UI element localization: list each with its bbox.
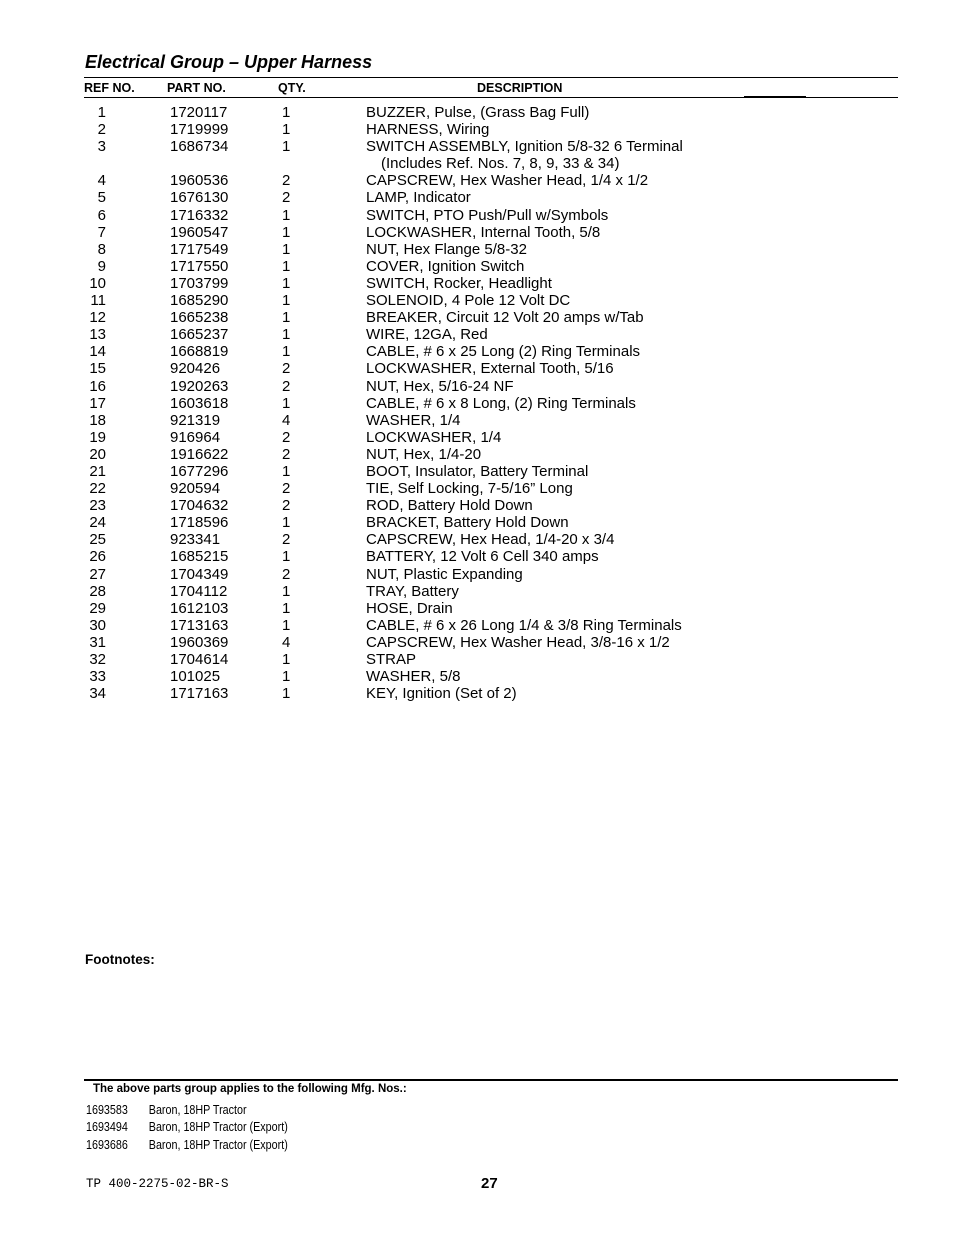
quantity: 2 bbox=[282, 377, 291, 395]
ref-number: 13 bbox=[89, 326, 106, 344]
description: LOCKWASHER, Internal Tooth, 5/8 bbox=[366, 223, 601, 241]
ref-number: 32 bbox=[89, 651, 106, 668]
description: WIRE, 12GA, Red bbox=[366, 326, 488, 344]
table-row bbox=[0, 172, 954, 189]
quantity: 1 bbox=[282, 240, 291, 258]
ref-number: 22 bbox=[89, 480, 106, 498]
table-row bbox=[0, 685, 954, 702]
quantity: 1 bbox=[282, 514, 291, 532]
title-rule bbox=[84, 77, 898, 78]
description: ROD, Battery Hold Down bbox=[366, 497, 533, 515]
description: SWITCH ASSEMBLY, Ignition 5/8-32 6 Terminal bbox=[366, 138, 683, 156]
description: BREAKER, Circuit 12 Volt 20 amps w/Tab bbox=[366, 309, 644, 327]
description: HARNESS, Wiring bbox=[366, 121, 490, 139]
ref-number: 31 bbox=[89, 633, 106, 651]
parts-list bbox=[0, 104, 954, 702]
quantity: 1 bbox=[282, 462, 291, 480]
description: SWITCH, Rocker, Headlight bbox=[366, 274, 552, 292]
part-number: 1717549 bbox=[170, 240, 229, 258]
table-row bbox=[0, 600, 954, 617]
table-row bbox=[0, 463, 954, 480]
table-row bbox=[0, 566, 954, 583]
part-number: 1960369 bbox=[170, 633, 229, 651]
description: BOOT, Insulator, Battery Terminal bbox=[366, 462, 589, 480]
description: CABLE, # 6 x 25 Long (2) Ring Terminals bbox=[366, 343, 641, 361]
quantity: 1 bbox=[282, 257, 291, 275]
description: CAPSCREW, Hex Head, 1/4-20 x 3/4 bbox=[366, 531, 615, 549]
table-row bbox=[0, 429, 954, 446]
column-header-description: DESCRIPTION bbox=[477, 81, 563, 95]
ref-number: 34 bbox=[89, 685, 106, 703]
ref-number: 15 bbox=[89, 360, 106, 378]
quantity: 1 bbox=[282, 121, 291, 139]
description: NUT, Hex, 5/16-24 NF bbox=[366, 377, 514, 395]
part-number: 923341 bbox=[170, 531, 221, 549]
ref-number: 10 bbox=[89, 274, 106, 292]
ref-number: 11 bbox=[90, 292, 106, 310]
ref-number: 16 bbox=[89, 377, 106, 395]
table-row bbox=[0, 258, 954, 275]
ref-number: 30 bbox=[89, 616, 106, 634]
quantity: 1 bbox=[282, 326, 291, 344]
table-row bbox=[0, 121, 954, 138]
table-row bbox=[0, 548, 954, 565]
quantity: 2 bbox=[282, 565, 291, 583]
description: NUT, Hex, 1/4-20 bbox=[366, 445, 482, 463]
part-number: 1717550 bbox=[170, 257, 229, 275]
part-number: 1703799 bbox=[170, 274, 229, 292]
quantity: 2 bbox=[282, 480, 291, 498]
part-number: 1960547 bbox=[170, 223, 229, 241]
part-number: 921319 bbox=[170, 411, 221, 429]
table-row bbox=[0, 412, 954, 429]
part-number: 1720117 bbox=[170, 104, 228, 121]
description: BRACKET, Battery Hold Down bbox=[366, 514, 569, 532]
quantity: 1 bbox=[282, 274, 291, 292]
description: NUT, Plastic Expanding bbox=[366, 565, 523, 583]
description: WASHER, 5/8 bbox=[366, 668, 461, 686]
table-row bbox=[0, 275, 954, 292]
ref-number: 2 bbox=[97, 121, 106, 139]
description: NUT, Hex Flange 5/8-32 bbox=[366, 240, 527, 258]
ref-number: 23 bbox=[89, 497, 106, 515]
description: LAMP, Indicator bbox=[366, 189, 471, 207]
quantity: 2 bbox=[282, 445, 291, 463]
quantity: 1 bbox=[282, 223, 291, 241]
quantity: 4 bbox=[282, 411, 291, 429]
ref-number: 18 bbox=[89, 411, 106, 429]
part-number: 101025 bbox=[170, 668, 221, 686]
ref-number: 27 bbox=[89, 565, 106, 583]
table-row bbox=[0, 309, 954, 326]
description: TIE, Self Locking, 7-5/16” Long bbox=[366, 480, 573, 498]
table-row bbox=[0, 360, 954, 377]
part-number: 920594 bbox=[170, 480, 221, 498]
quantity: 2 bbox=[282, 172, 291, 190]
part-number: 1704349 bbox=[170, 565, 229, 583]
quantity: 1 bbox=[282, 685, 291, 703]
description: WASHER, 1/4 bbox=[366, 411, 461, 429]
part-number: 1920263 bbox=[170, 377, 229, 395]
description: BUZZER, Pulse, (Grass Bag Full) bbox=[366, 104, 590, 121]
ref-number: 28 bbox=[89, 582, 106, 600]
quantity: 1 bbox=[282, 394, 291, 412]
part-number: 1717163 bbox=[170, 685, 229, 703]
document-id: TP 400-2275-02-BR-S bbox=[86, 1177, 229, 1191]
quantity: 2 bbox=[282, 189, 291, 207]
table-row bbox=[0, 378, 954, 395]
ref-number: 6 bbox=[97, 206, 106, 224]
part-number: 1685215 bbox=[170, 548, 229, 566]
description: HOSE, Drain bbox=[366, 599, 453, 617]
table-row bbox=[0, 446, 954, 463]
ref-number: 9 bbox=[97, 257, 106, 275]
table-row bbox=[0, 651, 954, 668]
description: LOCKWASHER, 1/4 bbox=[366, 428, 502, 446]
ref-number: 24 bbox=[89, 514, 106, 532]
description: SWITCH, PTO Push/Pull w/Symbols bbox=[366, 206, 609, 224]
part-number: 1704112 bbox=[170, 582, 228, 600]
ref-number: 7 bbox=[97, 223, 106, 241]
description-note: (Includes Ref. Nos. 7, 8, 9, 33 & 34) bbox=[381, 155, 620, 173]
description: TRAY, Battery bbox=[366, 582, 459, 600]
table-row bbox=[0, 634, 954, 651]
part-number: 1612103 bbox=[170, 599, 229, 617]
table-row bbox=[0, 241, 954, 258]
part-number: 1603618 bbox=[170, 394, 229, 412]
ref-number: 19 bbox=[89, 428, 106, 446]
header-rule-accent bbox=[744, 96, 806, 98]
quantity: 1 bbox=[282, 206, 291, 224]
part-number: 1716332 bbox=[170, 206, 229, 224]
quantity: 1 bbox=[282, 668, 291, 686]
footnotes-label: Footnotes: bbox=[85, 952, 155, 967]
table-row bbox=[0, 514, 954, 531]
quantity: 2 bbox=[282, 428, 291, 446]
table-row bbox=[0, 326, 954, 343]
ref-number: 14 bbox=[89, 343, 106, 361]
quantity: 1 bbox=[282, 309, 291, 327]
table-row bbox=[0, 497, 954, 514]
quantity: 1 bbox=[282, 582, 291, 600]
table-row bbox=[0, 207, 954, 224]
quantity: 1 bbox=[282, 599, 291, 617]
quantity: 1 bbox=[282, 104, 291, 121]
mfg-number: 1693583 bbox=[86, 1103, 128, 1117]
section-title: Electrical Group – Upper Harness bbox=[85, 52, 373, 72]
description: STRAP bbox=[366, 651, 417, 668]
mfg-number: 1693686 bbox=[86, 1137, 128, 1152]
ref-number: 8 bbox=[97, 240, 106, 258]
quantity: 1 bbox=[282, 138, 291, 156]
description: CAPSCREW, Hex Washer Head, 3/8-16 x 1/2 bbox=[366, 633, 670, 651]
table-row bbox=[0, 343, 954, 360]
ref-number: 26 bbox=[89, 548, 106, 566]
applies-rule bbox=[84, 1079, 898, 1081]
mfg-number: 1693494 bbox=[86, 1120, 128, 1135]
table-row bbox=[0, 138, 954, 172]
part-number: 1916622 bbox=[170, 445, 229, 463]
table-row bbox=[0, 224, 954, 241]
page-number: 27 bbox=[481, 1175, 498, 1192]
ref-number: 29 bbox=[89, 599, 106, 617]
part-number: 916964 bbox=[170, 428, 221, 446]
ref-number: 33 bbox=[89, 668, 106, 686]
description: CAPSCREW, Hex Washer Head, 1/4 x 1/2 bbox=[366, 172, 649, 190]
table-row bbox=[0, 395, 954, 412]
table-row bbox=[0, 292, 954, 309]
quantity: 1 bbox=[282, 616, 291, 634]
table-row bbox=[0, 531, 954, 548]
description: CABLE, # 6 x 26 Long 1/4 & 3/8 Ring Terminals bbox=[366, 616, 682, 634]
quantity: 2 bbox=[282, 497, 291, 515]
column-header-part: PART NO. bbox=[167, 81, 226, 95]
part-number: 1677296 bbox=[170, 462, 229, 480]
ref-number: 25 bbox=[89, 531, 106, 549]
ref-number: 17 bbox=[89, 394, 106, 412]
table-row bbox=[0, 104, 954, 121]
part-number: 1718596 bbox=[170, 514, 229, 532]
mfg-description: Baron, 18HP Tractor bbox=[148, 1103, 247, 1117]
part-number: 1713163 bbox=[170, 616, 229, 634]
description: KEY, Ignition (Set of 2) bbox=[366, 685, 517, 703]
ref-number: 12 bbox=[89, 309, 106, 327]
part-number: 1719999 bbox=[170, 121, 229, 139]
description: LOCKWASHER, External Tooth, 5/16 bbox=[366, 360, 614, 378]
ref-number: 4 bbox=[97, 172, 106, 190]
mfg-description: Baron, 18HP Tractor (Export) bbox=[148, 1120, 288, 1135]
ref-number: 21 bbox=[89, 462, 106, 480]
part-number: 1676130 bbox=[170, 189, 229, 207]
table-row bbox=[0, 480, 954, 497]
column-header-qty: QTY. bbox=[278, 81, 306, 95]
ref-number: 5 bbox=[97, 189, 106, 207]
quantity: 1 bbox=[282, 548, 291, 566]
description: COVER, Ignition Switch bbox=[366, 257, 525, 275]
description: SOLENOID, 4 Pole 12 Volt DC bbox=[366, 292, 571, 310]
quantity: 2 bbox=[282, 360, 291, 378]
part-number: 1685290 bbox=[170, 292, 229, 310]
mfg-description: Baron, 18HP Tractor (Export) bbox=[148, 1137, 288, 1152]
description: CABLE, # 6 x 8 Long, (2) Ring Terminals bbox=[366, 394, 636, 412]
table-row bbox=[0, 189, 954, 206]
quantity: 1 bbox=[282, 292, 291, 310]
description: BATTERY, 12 Volt 6 Cell 340 amps bbox=[366, 548, 599, 566]
part-number: 920426 bbox=[170, 360, 221, 378]
part-number: 1665238 bbox=[170, 309, 229, 327]
ref-number: 1 bbox=[97, 104, 106, 121]
table-row bbox=[0, 617, 954, 634]
ref-number: 20 bbox=[89, 445, 106, 463]
part-number: 1686734 bbox=[170, 138, 229, 156]
table-row bbox=[0, 668, 954, 685]
part-number: 1665237 bbox=[170, 326, 229, 344]
quantity: 4 bbox=[282, 633, 291, 651]
part-number: 1704614 bbox=[170, 651, 229, 668]
quantity: 1 bbox=[282, 651, 291, 668]
table-row bbox=[0, 583, 954, 600]
ref-number: 3 bbox=[97, 138, 106, 156]
applies-label: The above parts group applies to the following Mfg. Nos.: bbox=[93, 1083, 407, 1095]
quantity: 2 bbox=[282, 531, 291, 549]
part-number: 1704632 bbox=[170, 497, 229, 515]
part-number: 1960536 bbox=[170, 172, 229, 190]
column-header-ref: REF NO. bbox=[84, 81, 135, 95]
quantity: 1 bbox=[282, 343, 291, 361]
part-number: 1668819 bbox=[170, 343, 229, 361]
